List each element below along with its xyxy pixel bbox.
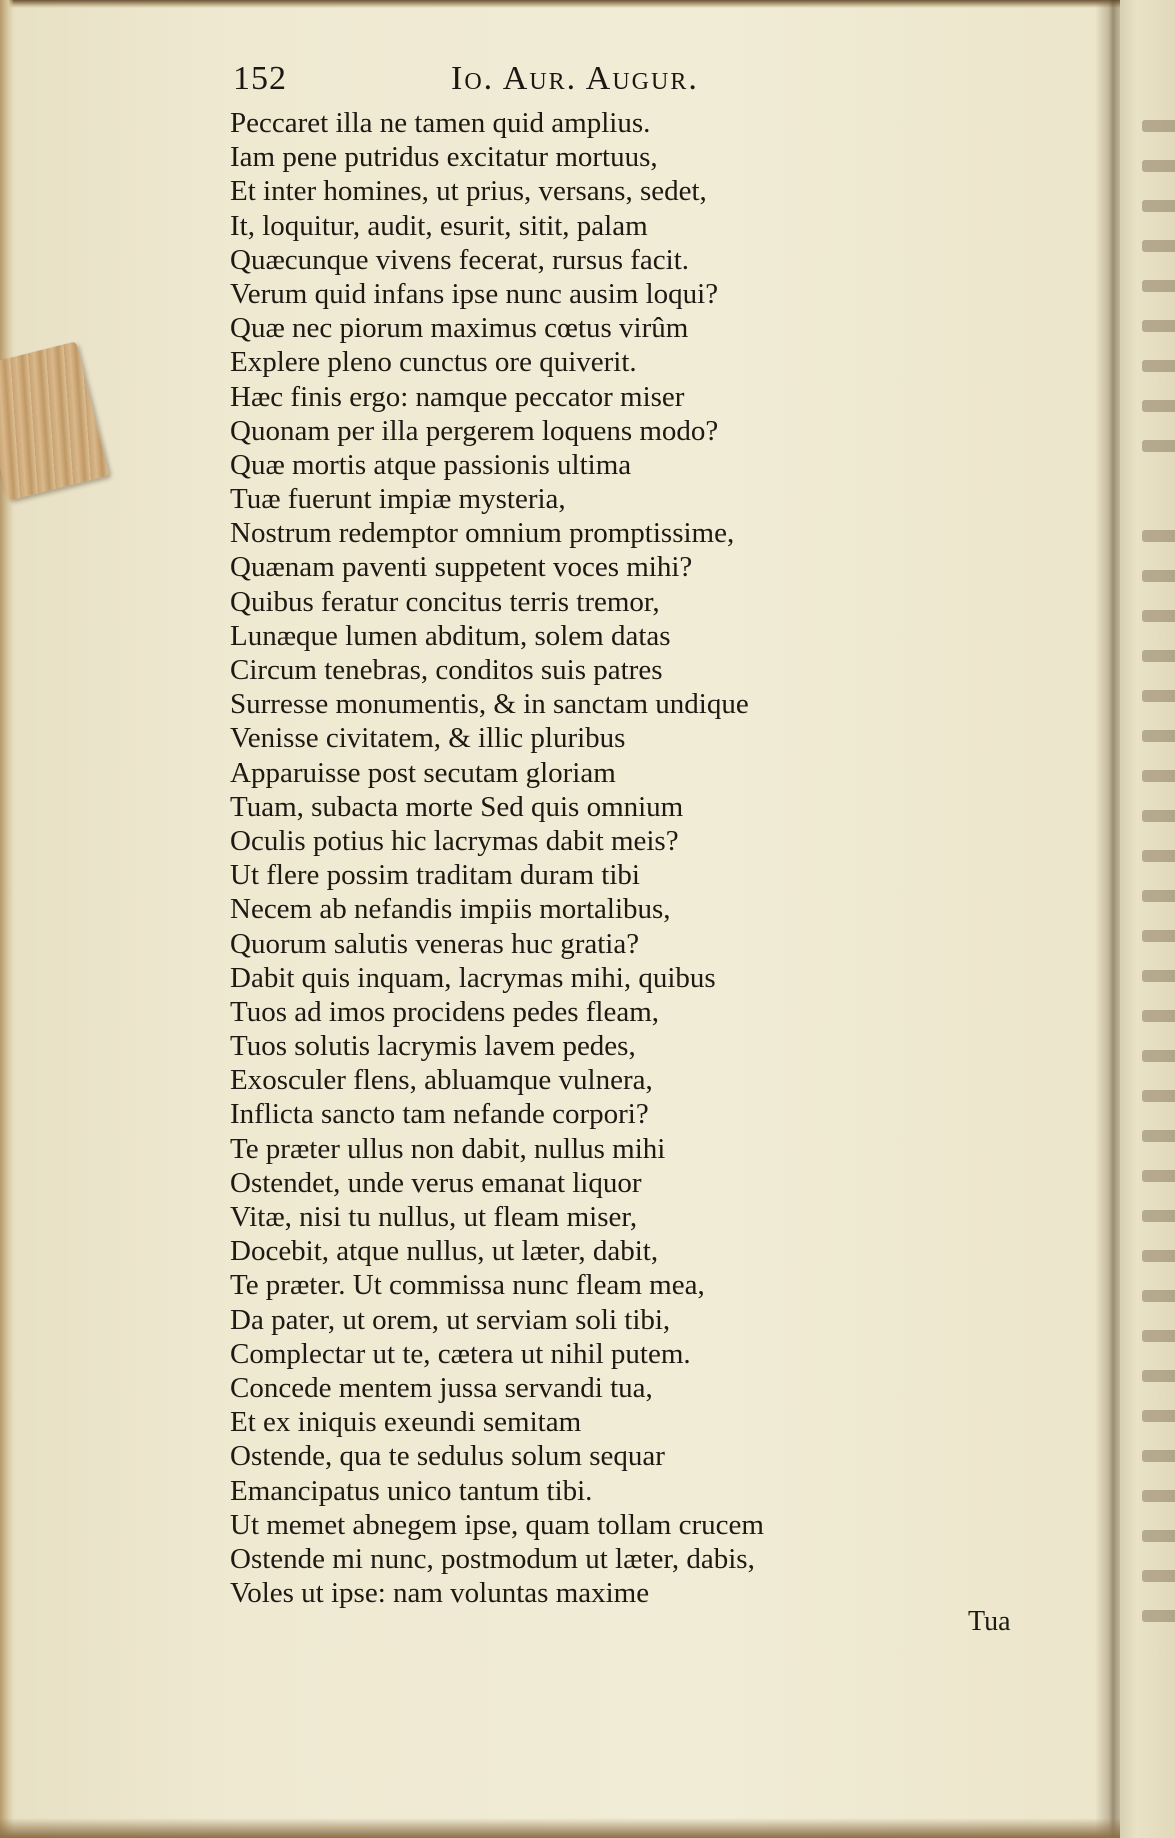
verse-line: Vitæ, nisi tu nullus, ut fleam miser, xyxy=(230,1201,638,1233)
facing-page-text-fragment xyxy=(1142,360,1175,372)
verse-line: Quonam per illa pergerem loquens modo? xyxy=(230,414,719,447)
facing-page-text-fragment xyxy=(1142,1090,1175,1102)
verse-line: Exosculer flens, abluamque vulnera, xyxy=(230,1064,653,1097)
verse-line: Explere pleno cunctus ore quiverit. xyxy=(230,346,637,379)
facing-page-edge xyxy=(1120,0,1175,1838)
verse-line: Surresse monumentis, & in sanctam undique xyxy=(230,688,749,721)
facing-page-text-fragment xyxy=(1142,1050,1175,1062)
facing-page-text-fragment xyxy=(1142,1330,1175,1342)
facing-page-text-fragment xyxy=(1142,850,1175,862)
facing-page-text-fragment xyxy=(1142,730,1175,742)
verse-line: Quæcunque vivens fecerat, rursus facit. xyxy=(230,243,690,276)
catchword: Tua xyxy=(968,1606,1011,1637)
verse-line: Circum tenebras, conditos suis patres xyxy=(230,654,663,686)
facing-page-text-fragment xyxy=(1142,160,1175,172)
page-bottom-edge xyxy=(0,1818,1120,1838)
facing-page-text-fragment xyxy=(1142,770,1175,782)
facing-page-text-fragment xyxy=(1142,1450,1175,1462)
facing-page-text-fragment xyxy=(1142,1610,1175,1622)
verse-line: Dabit quis inquam, lacrymas mihi, quibus xyxy=(230,961,716,994)
facing-page-text-fragment xyxy=(1142,1530,1175,1542)
facing-page-text-fragment xyxy=(1142,1410,1175,1422)
verse-line: Verum quid infans ipse nunc ausim loqui? xyxy=(230,277,719,310)
verse-line: Inflicta sancto tam nefande corpori? xyxy=(230,1098,649,1131)
facing-page-text-fragment xyxy=(1142,240,1175,252)
verse-line: Necem ab nefandis impiis mortalibus, xyxy=(230,893,671,926)
facing-page-text-fragment xyxy=(1142,400,1175,412)
folio-number: 152 xyxy=(233,60,287,97)
verse-line: Peccaret illa ne tamen quid amplius. xyxy=(230,107,651,139)
verse-line: Lunæque lumen abditum, solem datas xyxy=(230,619,671,652)
verse-line: Te præter ullus non dabit, nullus mihi xyxy=(230,1132,666,1165)
verse-line: Ostende, qua te sedulus solum sequar xyxy=(230,1440,665,1473)
verse-line: Ostendet, unde verus emanat liquor xyxy=(230,1166,642,1199)
facing-page-text-fragment xyxy=(1142,530,1175,542)
facing-page-text-fragment xyxy=(1142,1130,1175,1142)
facing-page-text-fragment xyxy=(1142,280,1175,292)
page-header xyxy=(233,60,793,106)
verse-line: Hæc finis ergo: namque peccator miser xyxy=(230,380,685,413)
verse-line: Quorum salutis veneras huc gratia? xyxy=(230,927,640,960)
facing-page-text-fragment xyxy=(1142,570,1175,582)
verse-line: Oculis potius hic lacrymas dabit meis? xyxy=(230,824,679,857)
verse-line: Et inter homines, ut prius, versans, sedet, xyxy=(230,175,707,208)
verse-line: It, loquitur, audit, esurit, sitit, palam xyxy=(230,209,648,242)
facing-page-text-fragment xyxy=(1142,890,1175,902)
facing-page-text-fragment xyxy=(1142,1250,1175,1262)
facing-page-text-fragment xyxy=(1142,320,1175,332)
verse-line: Apparuisse post secutam gloriam xyxy=(230,756,616,789)
facing-page-text-fragment xyxy=(1142,1170,1175,1182)
facing-page-text-fragment xyxy=(1142,200,1175,212)
facing-page-text-fragment xyxy=(1142,610,1175,622)
verse-line: Quæ nec piorum maximus cœtus virûm xyxy=(230,312,689,345)
verse-line: Te præter. Ut commissa nunc fleam mea, xyxy=(230,1269,705,1302)
verse-line: Ut flere possim traditam duram tibi xyxy=(230,859,640,892)
verse-line: Venisse civitatem, & illic pluribus xyxy=(230,722,626,755)
verse-line: Ostende mi nunc, postmodum ut læter, dabis, xyxy=(230,1542,755,1575)
paper-bookmark-tab xyxy=(0,341,109,500)
verse-line: Quibus feratur concitus terris tremor, xyxy=(230,585,660,618)
facing-page-text-fragment xyxy=(1142,930,1175,942)
facing-page-text-fragment xyxy=(1142,1490,1175,1502)
verse-text xyxy=(230,106,840,1610)
verse-line: Complectar ut te, cætera ut nihil putem. xyxy=(230,1337,691,1370)
verse-line: Da pater, ut orem, ut serviam soli tibi, xyxy=(230,1303,671,1336)
facing-page-text-fragment xyxy=(1142,1570,1175,1582)
verse-line: Quæ mortis atque passionis ultima xyxy=(230,448,632,481)
verse-line: Tuos ad imos procidens pedes fleam, xyxy=(230,995,660,1028)
verse-line: Nostrum redemptor omnium promptissime, xyxy=(230,517,735,550)
page-left-edge xyxy=(0,0,14,1838)
verse-line: Ut memet abnegem ipse, quam tollam crucem xyxy=(230,1508,764,1541)
facing-page-text-fragment xyxy=(1142,970,1175,982)
facing-page-text-fragment xyxy=(1142,120,1175,132)
facing-page-text-fragment xyxy=(1142,810,1175,822)
verse-line: Emancipatus unico tantum tibi. xyxy=(230,1474,593,1507)
facing-page-text-fragment xyxy=(1142,1290,1175,1302)
verse-line: Tuos solutis lacrymis lavem pedes, xyxy=(230,1030,636,1063)
verse-line: Quænam paventi suppetent voces mihi? xyxy=(230,551,693,584)
page-top-edge xyxy=(0,0,1175,8)
facing-page-text-fragment xyxy=(1142,440,1175,452)
verse-line: Docebit, atque nullus, ut læter, dabit, xyxy=(230,1235,659,1268)
facing-page-text-fragment xyxy=(1142,1210,1175,1222)
running-head: Io. Aur. Augur. xyxy=(451,60,699,97)
verse-line: Et ex iniquis exeundi semitam xyxy=(230,1406,582,1439)
facing-page-text-fragment xyxy=(1142,650,1175,662)
facing-page-text-fragment xyxy=(1142,690,1175,702)
verse-line: Tuam, subacta morte Sed quis omnium xyxy=(230,790,684,823)
facing-page-text-fragment xyxy=(1142,1370,1175,1382)
verse-line: Concede mentem jussa servandi tua, xyxy=(230,1371,653,1404)
verse-line: Tuæ fuerunt impiæ mysteria, xyxy=(230,483,566,516)
verse-line: Voles ut ipse: nam voluntas maxime xyxy=(230,1577,650,1610)
verse-line: Iam pene putridus excitatur mortuus, xyxy=(230,141,658,174)
facing-page-text-fragment xyxy=(1142,1010,1175,1022)
